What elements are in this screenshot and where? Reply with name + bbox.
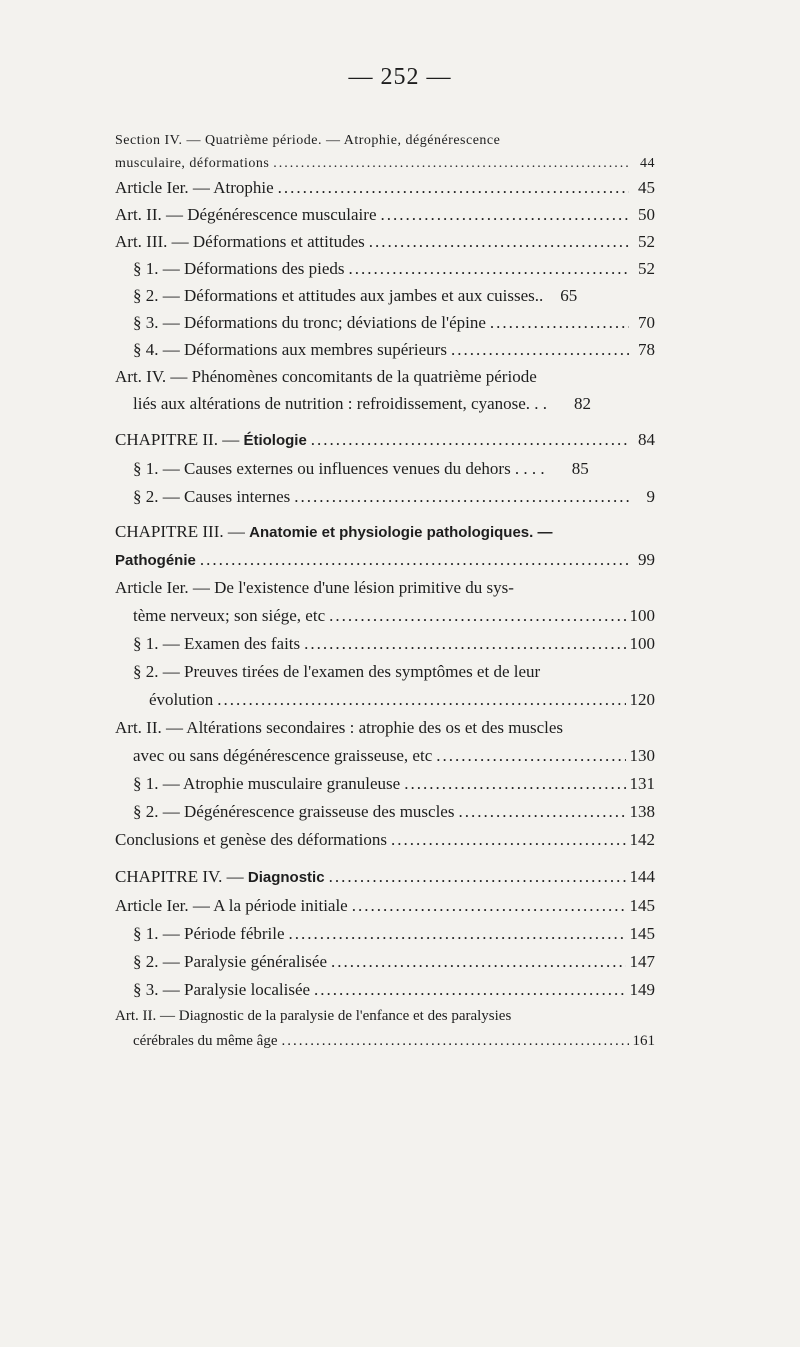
leader-dots <box>331 951 625 973</box>
toc-entry-text: § 2. — Preuves tirées de l'examen des symptômes et de leur <box>133 662 541 681</box>
toc-page-number: 9 <box>646 487 655 506</box>
toc-page-number: 52 <box>638 259 655 278</box>
toc-page-number: 147 <box>629 952 655 971</box>
toc-page-number: 142 <box>629 830 655 849</box>
leader-dots <box>273 153 629 175</box>
chapter-title: Diagnostic <box>247 869 325 886</box>
leader-dots <box>369 231 629 253</box>
toc-entry-line2 <box>149 689 655 711</box>
toc-page-number: 130 <box>629 746 655 765</box>
leader-dots <box>217 689 625 711</box>
toc-entry <box>133 339 655 361</box>
leader-dots <box>294 486 629 508</box>
leader-dots <box>329 605 625 627</box>
toc-entry-line2 <box>133 745 655 767</box>
leader-dots <box>451 339 629 361</box>
toc-entry <box>133 801 655 823</box>
toc-entry-text: § 1. — Atrophie musculaire granuleuse <box>133 774 401 793</box>
leader-dots <box>282 1030 629 1052</box>
toc-entry-text: Article Ier. — De l'existence d'une lésion primitive du sys- <box>115 578 514 597</box>
toc-page-number: 131 <box>629 774 655 793</box>
toc-entry <box>133 923 655 945</box>
leader-dots <box>458 801 625 823</box>
toc-page-number: 144 <box>629 867 655 886</box>
leader-dots <box>311 429 629 451</box>
toc-chapter-line1 <box>115 521 552 544</box>
toc-page-number: 50 <box>638 205 655 224</box>
toc-page-number: 99 <box>638 550 655 569</box>
toc-page-number: 65 <box>560 286 578 305</box>
leader-dots <box>329 866 626 888</box>
toc-entry-text: § 3. — Paralysie localisée <box>133 980 311 999</box>
toc-entry <box>115 177 655 199</box>
toc-page-number: 44 <box>640 156 655 171</box>
toc-entry-line1 <box>115 1005 511 1027</box>
toc-entry-text: § 3. — Déformations du tronc; déviations de l'épine <box>133 313 486 332</box>
toc-entry-line1 <box>115 577 514 599</box>
toc-entry-text: § 4. — Déformations aux membres supérieurs <box>133 340 447 359</box>
toc-entry-text: liés aux altérations de nutrition : refroidissement, cyanose. . . <box>133 394 548 413</box>
toc-entry-text: avec ou sans dégénérescence graisseuse, etc <box>133 746 433 765</box>
toc-page-number: 145 <box>629 896 655 915</box>
leader-dots <box>314 979 625 1001</box>
toc-entry-text: cérébrales du même âge <box>133 1033 278 1049</box>
toc-page-number: 85 <box>571 459 589 478</box>
toc-entry-text: § 2. — Dégénérescence graisseuse des muscles <box>133 802 455 821</box>
toc-page-number: 100 <box>629 606 655 625</box>
leader-dots <box>380 204 629 226</box>
toc-page-number: 70 <box>638 313 655 332</box>
toc-page-number: 100 <box>629 634 655 653</box>
toc-entry-text: § 2. — Paralysie généralisée <box>133 952 328 971</box>
toc-entry-line2 <box>133 605 655 627</box>
toc-entry-section-iv-line1 <box>115 130 500 152</box>
toc-entry-text: Art. II. — Diagnostic de la paralysie de l'enfance et des paralysies <box>115 1008 512 1024</box>
toc-entry-line2 <box>133 393 655 415</box>
leader-dots <box>349 258 629 280</box>
toc-entry-text: musculaire, déformations <box>115 156 270 171</box>
leader-dots <box>490 312 629 334</box>
toc-entry <box>133 951 655 973</box>
toc-entry-text: Art. IV. — Phénomènes concomitants de la quatrième période <box>115 367 537 386</box>
leader-dots <box>391 829 626 851</box>
toc-entry <box>115 829 655 851</box>
toc-entry-text: Section IV. — Quatrième période. — Atrophie, dégénérescence <box>115 133 501 148</box>
toc-chapter-line2 <box>115 549 655 572</box>
leader-dots <box>278 177 629 199</box>
toc-entry <box>115 231 655 253</box>
toc-chapter <box>115 866 655 889</box>
toc-entry <box>133 458 655 480</box>
toc-entry-line1 <box>115 717 563 739</box>
toc-entry-text: Art. III. — Déformations et attitudes <box>115 232 365 251</box>
toc-entry-text <box>115 866 325 889</box>
chapter-title: Pathogénie <box>115 552 196 569</box>
toc-entry-text: § 1. — Déformations des pieds <box>133 259 345 278</box>
toc-page-number: 161 <box>632 1033 655 1049</box>
toc-page-number: 149 <box>629 980 655 999</box>
toc-chapter <box>115 429 655 452</box>
toc-entry <box>133 486 655 508</box>
toc-entry-text: § 2. — Causes internes <box>133 487 291 506</box>
toc-page-number: 145 <box>629 924 655 943</box>
toc-entry-text <box>115 429 307 452</box>
toc-entry-line1 <box>133 661 540 683</box>
chapter-title: Étiologie <box>243 432 307 449</box>
toc-entry-text: § 2. — Déformations et attitudes aux jambes et aux cuisses.. <box>133 286 544 305</box>
toc-entry-line2 <box>133 1030 655 1052</box>
toc-entry <box>133 285 655 307</box>
toc-entry <box>133 773 655 795</box>
toc-page-number: 52 <box>638 232 655 251</box>
toc-entry <box>133 979 655 1001</box>
toc-entry <box>133 258 655 280</box>
toc-entry-line1 <box>115 366 537 388</box>
chapter-label: CHAPITRE II. — <box>115 430 244 449</box>
toc-entry-text: Art. II. — Dégénérescence musculaire <box>115 205 377 224</box>
toc-page-number: 120 <box>629 690 655 709</box>
toc-entry-text: Article Ier. — A la période initiale <box>115 896 348 915</box>
toc-entry-section-iv-line2 <box>115 153 655 175</box>
toc-entry <box>133 633 655 655</box>
toc-entry <box>115 204 655 226</box>
leader-dots <box>436 745 625 767</box>
toc-page-number: 78 <box>638 340 655 359</box>
toc-entry-text: tème nerveux; son siége, etc <box>133 606 326 625</box>
toc-page-number: 138 <box>629 802 655 821</box>
chapter-label: CHAPITRE IV. — <box>115 867 248 886</box>
chapter-title: Anatomie et physiologie pathologiques. — <box>249 524 553 541</box>
leader-dots <box>404 773 625 795</box>
toc-page-number: 84 <box>638 430 655 449</box>
chapter-label: CHAPITRE III. — <box>115 522 250 541</box>
toc-entry-text: Article Ier. — Atrophie <box>115 178 274 197</box>
toc-entry-text: § 1. — Période fébrile <box>133 924 285 943</box>
leader-dots <box>304 633 625 655</box>
page-number: — 252 — <box>348 64 452 90</box>
toc-entry-text: Conclusions et genèse des déformations <box>115 830 387 849</box>
toc-page-number: 45 <box>638 178 655 197</box>
toc-entry-text: Art. II. — Altérations secondaires : atrophie des os et des muscles <box>115 718 564 737</box>
leader-dots <box>289 923 626 945</box>
toc-entry <box>133 312 655 334</box>
toc-entry-text: évolution <box>149 690 214 709</box>
toc-entry-text: § 1. — Examen des faits <box>133 634 301 653</box>
leader-dots <box>200 549 629 571</box>
toc-entry-text: § 1. — Causes externes ou influences venues du dehors . . . . <box>133 459 545 478</box>
leader-dots <box>352 895 626 917</box>
toc-entry <box>115 895 655 917</box>
toc-page-number: 82 <box>574 394 592 413</box>
